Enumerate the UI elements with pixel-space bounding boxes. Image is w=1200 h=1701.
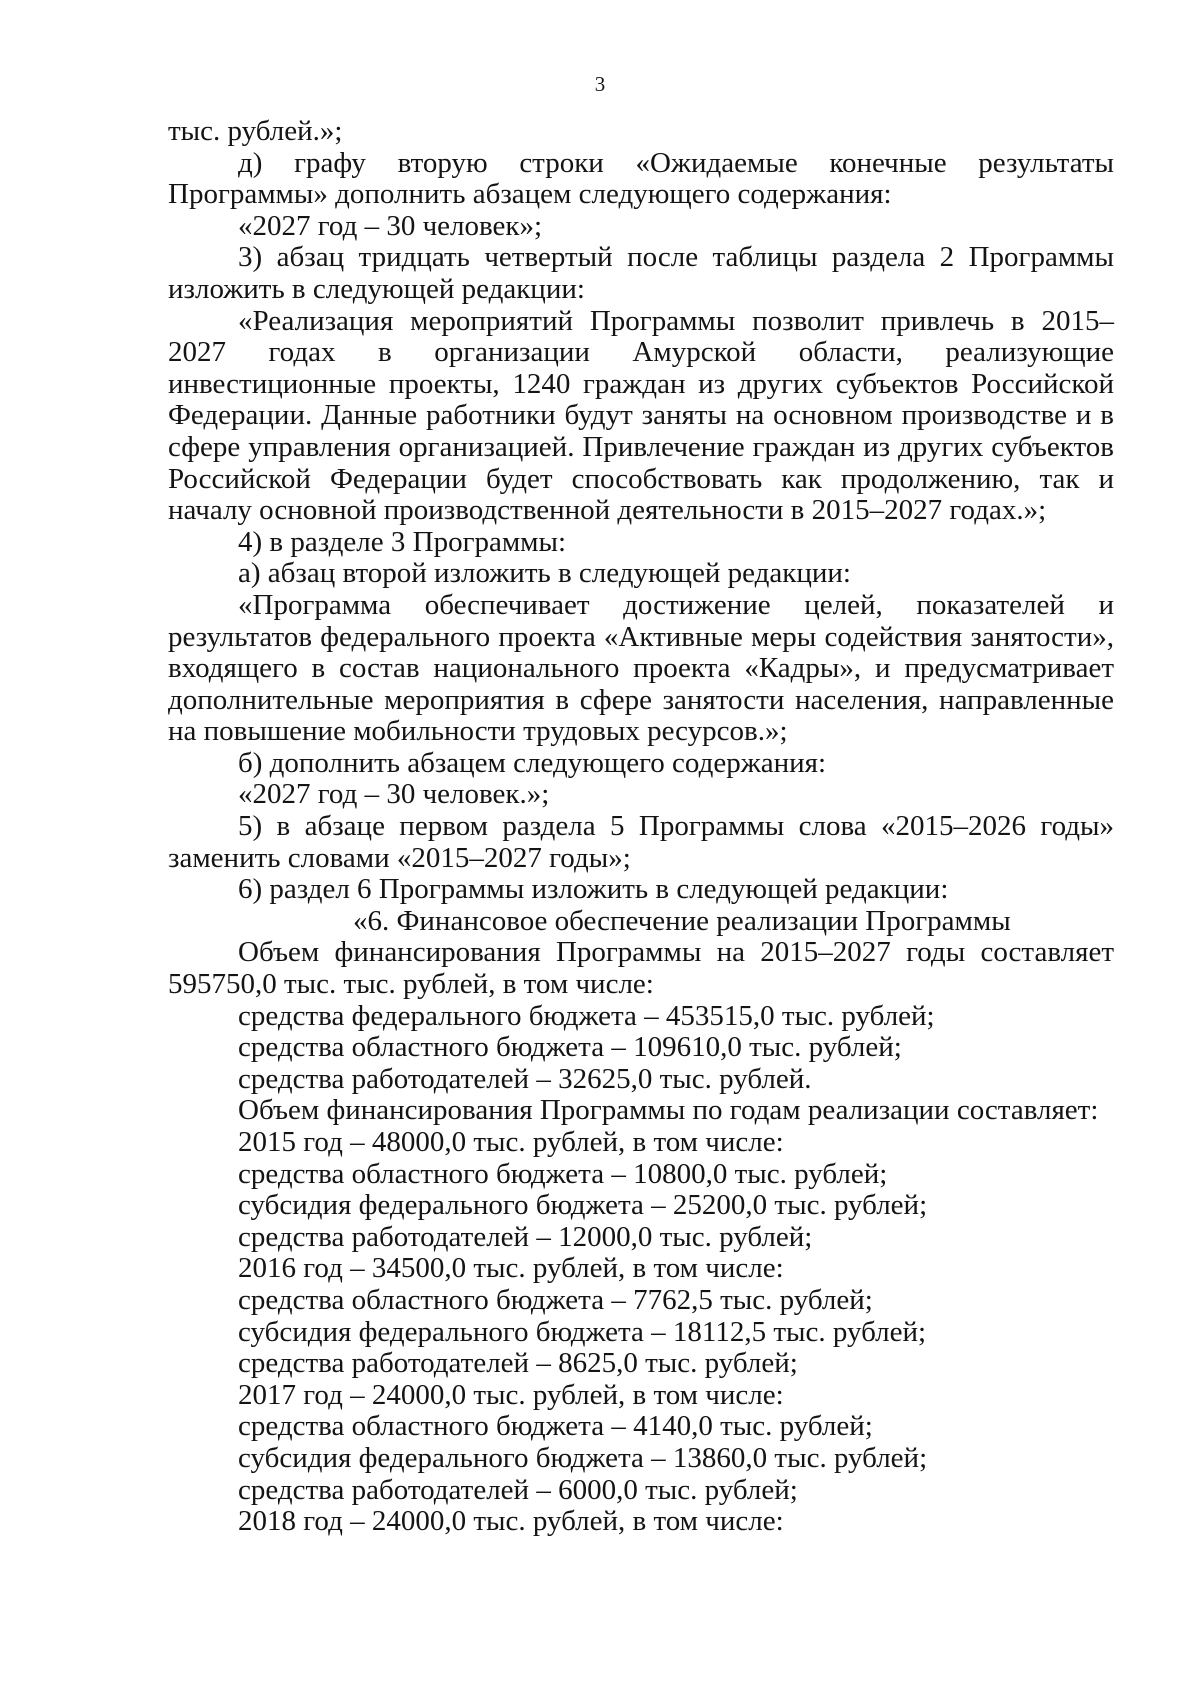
paragraph-quote-2027: «2027 год – 30 человек»; <box>238 209 543 242</box>
paragraph-amendment-4a: а) абзац второй изложить в следующей редакции: <box>238 557 851 590</box>
funding-year-line: 2015 год – 48000,0 тыс. рублей, в том числе: <box>238 1126 784 1158</box>
funding-line: средства работодателей – 8625,0 тыс. рублей; <box>238 1347 798 1380</box>
section-heading: «6. Финансовое обеспечение реализации Программы <box>353 904 1011 937</box>
paragraph-quote-realization: «Реализация мероприятий Программы позволит привлечь в 2015–2027 годах в организации Амурской области, реализующие инвестиционные проекты, 1240 граждан из других субъектов Российской Федерации. Данные работники будут заняты на основном производстве и в сфере управления организацией. Привлечение граждан из других субъектов Российской Федерации будет способствовать как продолжению, так и началу основной производственной деятельности в 2015–2027 годах.»; <box>168 304 1114 527</box>
funding-line: средства областного бюджета – 4140,0 тыс. рублей; <box>238 1410 873 1443</box>
paragraph-amendment-5: 5) в абзаце первом раздела 5 Программы слова «2015–2026 годы» заменить словами «2015–2027 годы»; <box>168 810 1114 874</box>
paragraph-quote-program: «Программа обеспечивает достижение целей, показателей и результатов федерального проекта «Активные меры содействия занятости», входящего в состав национального проекта «Кадры», и предусматривает дополнительные мероприятия в сфере занятости населения, направленные на повышение мобильности трудовых ресурсов.»; <box>168 588 1114 748</box>
funding-line: субсидия федерального бюджета – 25200,0 тыс. рублей; <box>238 1189 928 1222</box>
funding-line: средства областного бюджета – 10800,0 тыс. рублей; <box>238 1157 888 1190</box>
funding-line: средства областного бюджета – 109610,0 тыс. рублей; <box>238 1031 902 1064</box>
funding-year-line: 2016 год – 34500,0 тыс. рублей, в том числе: <box>238 1252 784 1285</box>
funding-year-line: 2017 год – 24000,0 тыс. рублей, в том числе: <box>238 1378 784 1411</box>
paragraph-quote-2027-people: «2027 год – 30 человек.»; <box>238 778 550 811</box>
paragraph-amendment-3: 3) абзац тридцать четвертый после таблицы раздела 2 Программы изложить в следующей редакции: <box>168 241 1114 305</box>
paragraph-continuation: тыс. рублей.»; <box>168 115 343 147</box>
document-body <box>168 116 1114 1538</box>
funding-line: средства областного бюджета – 7762,5 тыс. рублей; <box>238 1283 873 1316</box>
paragraph-amendment-6: 6) раздел 6 Программы изложить в следующей редакции: <box>238 873 949 906</box>
paragraph-amendment-4: 4) в разделе 3 Программы: <box>238 525 567 558</box>
funding-line: субсидия федерального бюджета – 18112,5 тыс. рублей; <box>238 1315 927 1348</box>
funding-line: средства работодателей – 12000,0 тыс. рублей; <box>238 1220 813 1253</box>
paragraph-amendment-d: д) графу вторую строки «Ожидаемые конечные результаты Программы» дополнить абзацем следующего содержания: <box>168 146 1114 211</box>
funding-line: средства работодателей – 6000,0 тыс. рублей; <box>238 1473 798 1506</box>
paragraph-amendment-4b: б) дополнить абзацем следующего содержания: <box>238 746 827 779</box>
paragraph-funding-total: Объем финансирования Программы на 2015–2027 годы составляет 595750,0 тыс. тыс. рублей, в том числе: <box>168 936 1114 1001</box>
funding-line: средства работодателей – 32625,0 тыс. рублей. <box>238 1062 812 1095</box>
funding-line: средства федерального бюджета – 453515,0 тыс. рублей; <box>238 999 935 1032</box>
funding-year-line: 2018 год – 24000,0 тыс. рублей, в том числе: <box>238 1505 784 1538</box>
page-number: 3 <box>594 72 606 96</box>
funding-line: субсидия федерального бюджета – 13860,0 тыс. рублей; <box>238 1441 928 1474</box>
funding-by-year-intro: Объем финансирования Программы по годам реализации составляет: <box>238 1094 1099 1127</box>
